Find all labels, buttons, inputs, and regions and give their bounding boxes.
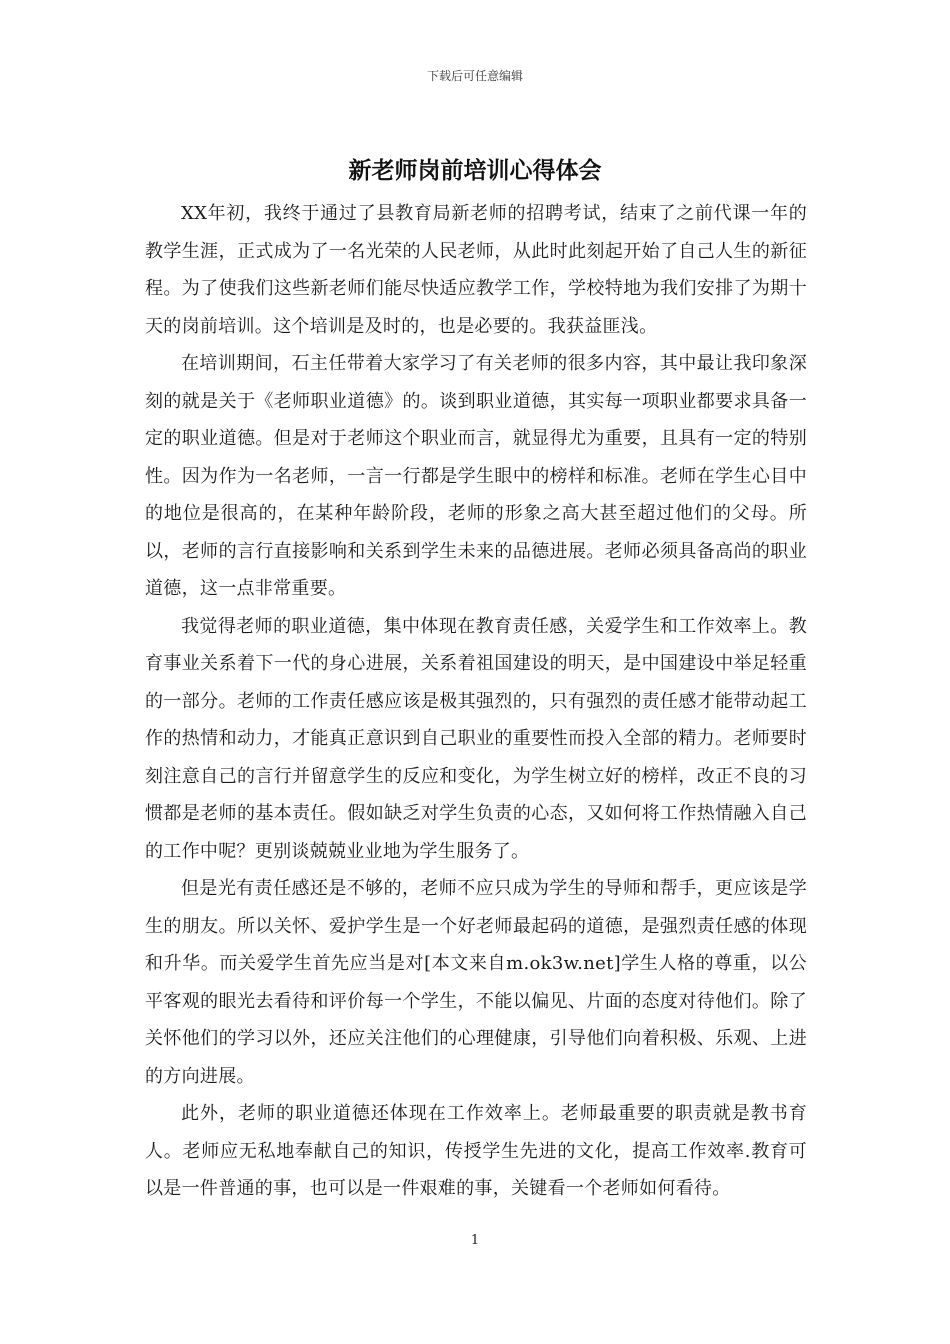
paragraph-5: 此外，老师的职业道德还体现在工作效率上。老师最重要的职责就是教书育人。老师应无私地奉献自己的知识，传授学生先进的文化，提高工作效率.教育可以是一件普通的事，也可以是一件艰难的事，关键看一个老师如何看待。 (145, 1103, 807, 1199)
paragraph-4: 但是光有责任感还是不够的，老师不应只成为学生的导师和帮手，更应该是学生的朋友。所以关怀、爱护学生是一个好老师最起码的道德，是强烈责任感的体现和升华。而关爱学生首先应当是对[本文来自m.ok3w.net]学生人格的尊重，以公平客观的眼光去看待和评价每一个学生，不能以偏见、片面的态度对待他们。除了关怀他们的学习以外，还应关注他们的心理健康，引导他们向着积极、乐观、上进的方向进展。 (145, 878, 807, 1087)
document-body (145, 195, 807, 1208)
page-number: 1 (470, 1233, 480, 1248)
paragraph-3: 我觉得老师的职业道德，集中体现在教育责任感，关爱学生和工作效率上。教育事业关系着下一代的身心进展，关系着祖国建设的明天，是中国建设中举足轻重的一部分。老师的工作责任感应该是极其强烈的，只有强烈的责任感才能带动起工作的热情和动力，才能真正意识到自己职业的重要性而投入全部的精力。老师要时刻注意自己的言行并留意学生的反应和变化，为学生树立好的榜样，改正不良的习惯都是老师的基本责任。假如缺乏对学生负责的心态，又如何将工作热情融入自己的工作中呢？更别谈兢兢业业地为学生服务了。 (145, 615, 807, 862)
page-header-note: 下载后可任意编辑 (426, 69, 523, 83)
paragraph-2: 在培训期间，石主任带着大家学习了有关老师的很多内容，其中最让我印象深刻的就是关于《老师职业道德》的。谈到职业道德，其实每一项职业都要求具备一定的职业道德。但是对于老师这个职业而言，就显得尤为重要，且具有一定的特别性。因为作为一名老师，一言一行都是学生眼中的榜样和标准。老师在学生心目中的地位是很高的，在某种年龄阶段，老师的形象之高大甚至超过他们的父母。所以，老师的言行直接影响和关系到学生未来的品德进展。老师必须具备高尚的职业道德，这一点非常重要。 (145, 353, 807, 599)
document-title: 新老师岗前培训心得体会 (348, 157, 602, 184)
paragraph-1: XX年初，我终于通过了县教育局新老师的招聘考试，结束了之前代课一年的教学生涯，正式成为了一名光荣的人民老师，从此时此刻起开始了自己人生的新征程。为了使我们这些新老师们能尽快适应教学工作，学校特地为我们安排了为期十天的岗前培训。这个培训是及时的，也是必要的。我获益匪浅。 (145, 203, 807, 337)
